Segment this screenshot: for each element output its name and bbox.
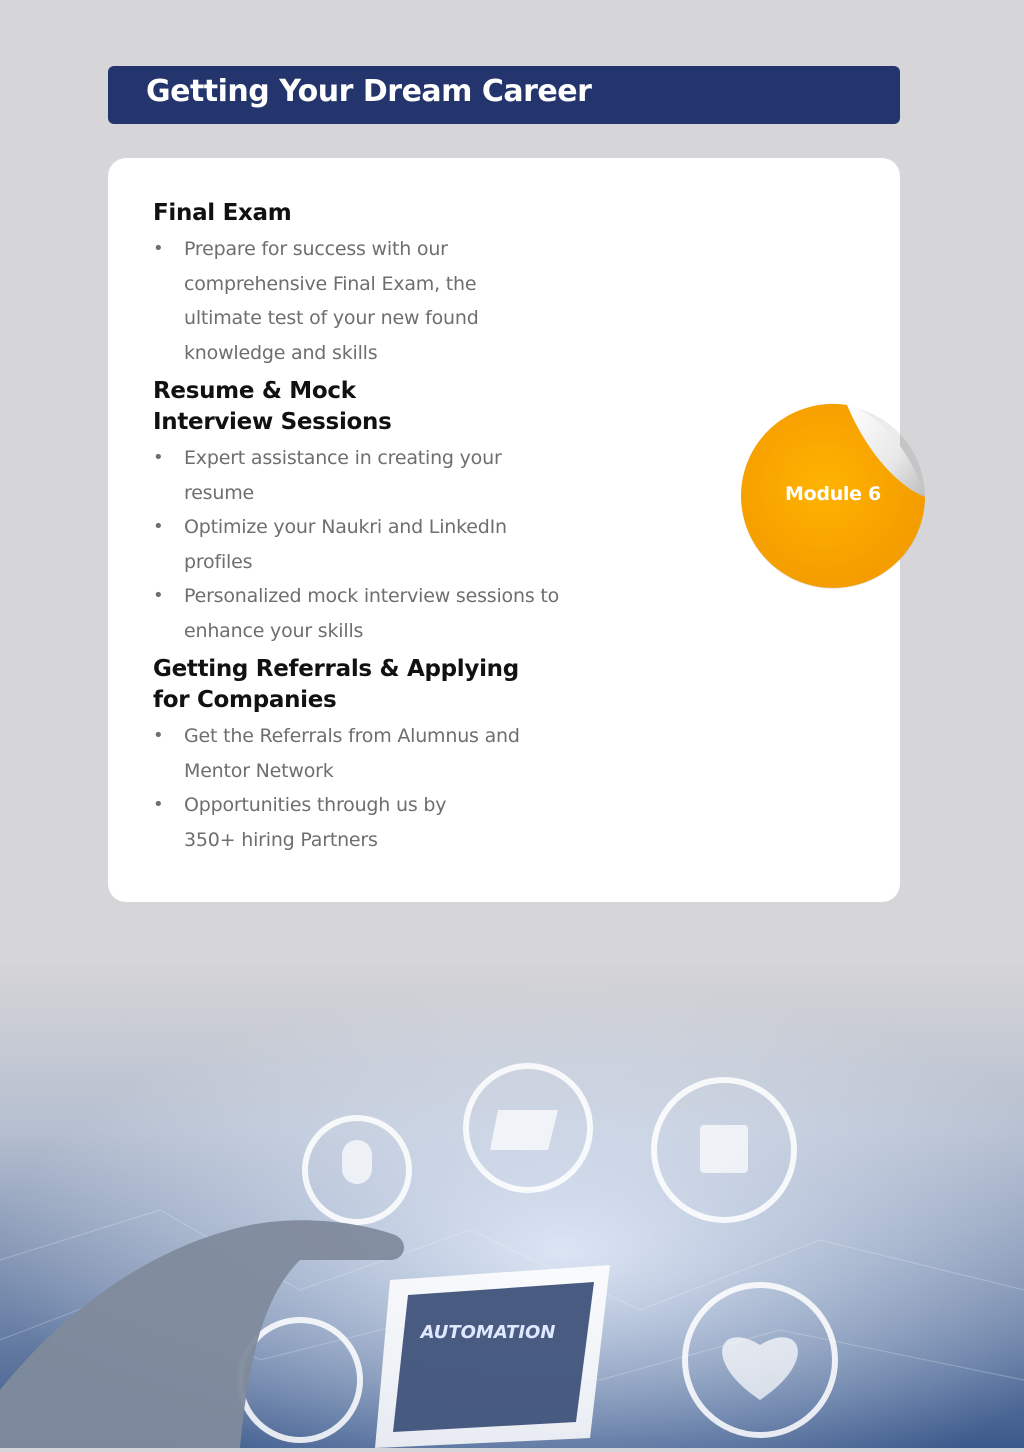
list-item xyxy=(153,510,544,579)
list-item-text: Optimize your Naukri and LinkedIn profiles xyxy=(184,516,507,573)
section-title-final-exam: Final Exam xyxy=(153,200,292,226)
list-item xyxy=(153,719,524,788)
list-item xyxy=(153,441,544,510)
list-item xyxy=(153,788,494,857)
resume-mock-list xyxy=(153,441,593,648)
list-item-text: Opportunities through us by 350+ hiring Partners xyxy=(184,794,447,851)
bullet-icon: • xyxy=(153,585,164,606)
list-item-text: Expert assistance in creating your resume xyxy=(184,447,502,504)
list-item xyxy=(153,579,584,648)
final-exam-list xyxy=(153,232,593,370)
bullet-icon: • xyxy=(153,725,164,746)
list-item-text: Personalized mock interview sessions to enhance your skills xyxy=(184,585,560,642)
module-label: Module 6 xyxy=(785,483,881,505)
bullet-icon: • xyxy=(153,238,164,259)
list-item-text: Get the Referrals from Alumnus and Mentor Network xyxy=(184,725,520,782)
bullet-icon: • xyxy=(153,447,164,468)
page-title: Getting Your Dream Career xyxy=(146,74,592,109)
section-title-resume-mock: Resume & Mock Interview Sessions xyxy=(153,378,392,435)
automation-hero-image xyxy=(0,960,1024,1448)
bullet-icon: • xyxy=(153,794,164,815)
module-badge xyxy=(739,401,927,589)
automation-illustration xyxy=(0,960,1024,1448)
content-column xyxy=(153,198,593,863)
bullet-icon: • xyxy=(153,516,164,537)
referrals-list xyxy=(153,719,593,857)
section-title-referrals: Getting Referrals & Applying for Companies xyxy=(153,656,519,713)
automation-screen xyxy=(375,1265,610,1448)
list-item-text: Prepare for success with our comprehensive Final Exam, the ultimate test of your new found knowledge and skills xyxy=(184,238,479,364)
automation-label: AUTOMATION xyxy=(420,1322,556,1343)
header-bar xyxy=(108,66,900,124)
list-item xyxy=(153,232,514,370)
